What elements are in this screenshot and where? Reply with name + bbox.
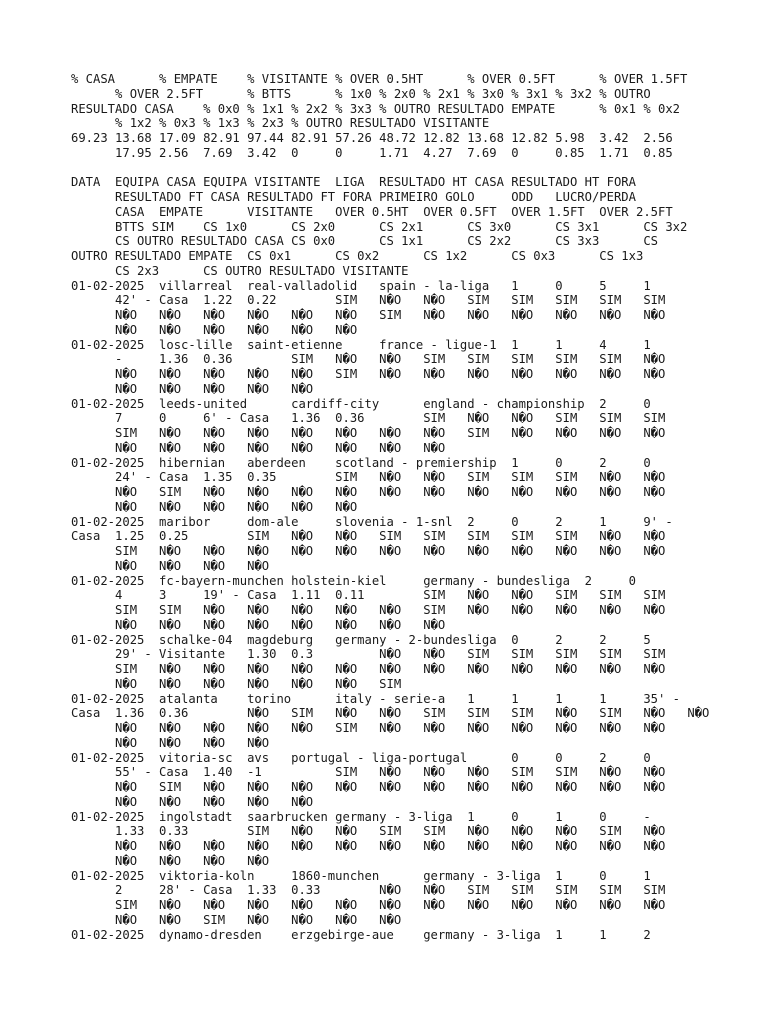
text-line: BTTS SIM CS 1x0 CS 2x0 CS 2x1 CS 3x0 CS 3x1 CS 3x2 bbox=[71, 219, 688, 234]
text-line bbox=[71, 161, 761, 176]
text-line: SIM N�O N�O N�O N�O N�O N�O N�O N�O N�O N�O N�O N�O bbox=[71, 662, 666, 676]
text-line: 01-02-2025 hibernian aberdeen scotland - premiership 1 0 2 0 bbox=[71, 455, 651, 470]
text-line: Casa 1.25 0.25 SIM N�O N�O SIM SIM SIM SIM SIM N�O N�O bbox=[71, 529, 666, 544]
text-line: 55' - Casa 1.40 -1 SIM N�O N�O N�O SIM SIM N�O N�O bbox=[71, 765, 666, 780]
text-line: N�O SIM N�O N�O N�O N�O N�O N�O N�O N�O N�O N�O N�O bbox=[71, 485, 666, 499]
text-line: CS 2x3 CS OUTRO RESULTADO VISITANTE bbox=[71, 263, 409, 278]
text-line: SIM N�O N�O N�O N�O N�O N�O N�O N�O N�O N�O N�O N�O bbox=[71, 544, 666, 558]
text-line: 01-02-2025 vitoria-sc avs portugal - liga-portugal 0 0 2 0 bbox=[71, 750, 651, 765]
text-line: 01-02-2025 schalke-04 magdeburg germany - 2-bundesliga 0 2 2 5 bbox=[71, 632, 651, 647]
text-line: 01-02-2025 maribor dom-ale slovenia - 1-snl 2 0 2 1 9' - bbox=[71, 514, 673, 529]
document-text bbox=[71, 72, 761, 942]
text-line: N�O SIM N�O N�O N�O N�O N�O N�O N�O N�O N�O N�O N�O bbox=[71, 780, 666, 794]
text-line: N�O N�O N�O N�O N�O N�O bbox=[71, 322, 358, 337]
text-line: 24' - Casa 1.35 0.35 SIM N�O N�O SIM SIM SIM N�O N�O bbox=[71, 470, 666, 485]
text-line: N�O N�O N�O N�O N�O SIM N�O N�O N�O N�O N�O N�O N�O bbox=[71, 367, 666, 381]
text-line: - 1.36 0.36 SIM N�O N�O SIM SIM SIM SIM SIM N�O bbox=[71, 352, 666, 367]
text-line: 01-02-2025 ingolstadt saarbrucken germany - 3-liga 1 0 1 0 - bbox=[71, 809, 651, 824]
text-line: 01-02-2025 atalanta torino italy - serie-a 1 1 1 1 35' - bbox=[71, 691, 681, 706]
text-line: 01-02-2025 losc-lille saint-etienne france - ligue-1 1 1 4 1 bbox=[71, 337, 651, 352]
text-line: N�O N�O N�O N�O N�O N�O N�O N�O bbox=[71, 617, 446, 632]
text-line: N�O N�O N�O N�O N�O bbox=[71, 381, 314, 396]
text-line: 01-02-2025 viktoria-koln 1860-munchen germany - 3-liga 1 0 1 bbox=[71, 868, 651, 883]
text-line: N�O N�O N�O N�O N�O SIM N�O N�O N�O N�O N�O N�O N�O bbox=[71, 721, 666, 735]
text-line: 01-02-2025 leeds-united cardiff-city england - championship 2 0 bbox=[71, 396, 651, 411]
text-line: N�O N�O N�O N�O bbox=[71, 853, 270, 868]
text-line: 7 0 6' - Casa 1.36 0.36 SIM N�O N�O SIM SIM SIM bbox=[71, 411, 666, 426]
text-line: 4 3 19' - Casa 1.11 0.11 SIM N�O N�O SIM SIM SIM bbox=[71, 588, 666, 603]
text-line: N�O N�O N�O N�O N�O bbox=[71, 794, 314, 809]
text-line: N�O N�O N�O N�O N�O N�O bbox=[71, 499, 358, 514]
text-line: 1.33 0.33 SIM N�O N�O SIM SIM N�O N�O N�O SIM N�O bbox=[71, 824, 666, 839]
text-line: 42' - Casa 1.22 0.22 SIM N�O N�O SIM SIM SIM SIM SIM bbox=[71, 293, 666, 308]
text-line: N�O N�O N�O N�O N�O N�O SIM bbox=[71, 676, 402, 691]
text-line: N�O N�O SIM N�O N�O N�O N�O bbox=[71, 912, 402, 927]
text-line: SIM N�O N�O N�O N�O N�O N�O N�O SIM N�O N�O N�O N�O bbox=[71, 426, 666, 440]
text-line: CASA EMPATE VISITANTE OVER 0.5HT OVER 0.5FT OVER 1.5FT OVER 2.5FT bbox=[71, 204, 673, 219]
text-line: % CASA % EMPATE % VISITANTE % OVER 0.5HT % OVER 0.5FT % OVER 1.5FT bbox=[71, 72, 688, 86]
text-line: % OVER 2.5FT % BTTS % 1x0 % 2x0 % 2x1 % 3x0 % 3x1 % 3x2 % OUTRO bbox=[71, 86, 651, 101]
text-line: DATA EQUIPA CASA EQUIPA VISITANTE LIGA RESULTADO HT CASA RESULTADO HT FORA bbox=[71, 175, 636, 190]
text-line: 17.95 2.56 7.69 3.42 0 0 1.71 4.27 7.69 0 0.85 1.71 0.85 bbox=[71, 145, 673, 160]
text-line: RESULTADO FT CASA RESULTADO FT FORA PRIMEIRO GOLO ODD LUCRO/PERDA bbox=[71, 190, 636, 204]
text-line: N�O N�O N�O N�O N�O N�O N�O N�O bbox=[71, 440, 446, 455]
text-line: N�O N�O N�O N�O N�O N�O SIM N�O N�O N�O N�O N�O N�O bbox=[71, 308, 666, 322]
text-line: CS OUTRO RESULTADO CASA CS 0x0 CS 1x1 CS 2x2 CS 3x3 CS bbox=[71, 234, 658, 249]
text-line: OUTRO RESULTADO EMPATE CS 0x1 CS 0x2 CS 1x2 CS 0x3 CS 1x3 bbox=[71, 249, 644, 263]
text-line: N�O N�O N�O N�O bbox=[71, 735, 270, 750]
text-line: N�O N�O N�O N�O bbox=[71, 558, 270, 573]
text-line: RESULTADO CASA % 0x0 % 1x1 % 2x2 % 3x3 % OUTRO RESULTADO EMPATE % 0x1 % 0x2 bbox=[71, 101, 681, 116]
text-line: 29' - Visitante 1.30 0.3 N�O N�O SIM SIM SIM SIM SIM bbox=[71, 647, 666, 662]
text-line: 69.23 13.68 17.09 82.91 97.44 82.91 57.26 48.72 12.82 13.68 12.82 5.98 3.42 2.56 bbox=[71, 131, 673, 145]
text-line: % 1x2 % 0x3 % 1x3 % 2x3 % OUTRO RESULTADO VISITANTE bbox=[71, 116, 490, 131]
text-line: 2 28' - Casa 1.33 0.33 N�O N�O SIM SIM SIM SIM SIM bbox=[71, 883, 666, 898]
text-line: N�O N�O N�O N�O N�O N�O N�O N�O N�O N�O N�O N�O N�O bbox=[71, 839, 666, 853]
text-line: SIM N�O N�O N�O N�O N�O N�O N�O N�O N�O N�O N�O N�O bbox=[71, 898, 666, 912]
text-line: SIM SIM N�O N�O N�O N�O N�O SIM N�O N�O N�O N�O N�O bbox=[71, 603, 666, 617]
text-line: 01-02-2025 dynamo-dresden erzgebirge-aue germany - 3-liga 1 1 2 bbox=[71, 927, 651, 942]
text-line: 01-02-2025 fc-bayern-munchen holstein-kiel germany - bundesliga 2 0 bbox=[71, 573, 636, 588]
text-line: Casa 1.36 0.36 N�O SIM N�O N�O SIM SIM SIM N�O SIM N�O N�O bbox=[71, 706, 710, 721]
text-line: 01-02-2025 villarreal real-valladolid spain - la-liga 1 0 5 1 bbox=[71, 278, 651, 293]
